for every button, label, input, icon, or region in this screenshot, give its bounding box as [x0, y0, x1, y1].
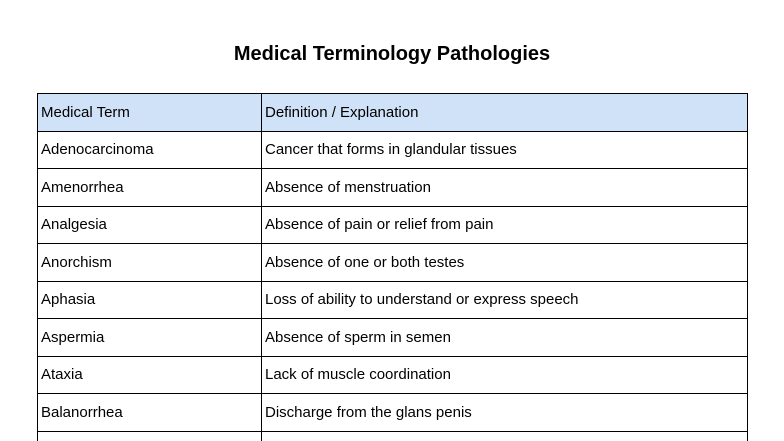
term-cell: Adenocarcinoma	[38, 131, 262, 169]
terminology-table	[37, 93, 748, 441]
term-cell: Analgesia	[38, 206, 262, 244]
table-row	[38, 319, 748, 357]
table-row	[38, 394, 748, 432]
definition-cell: Cancer that forms in glandular tissues	[262, 131, 748, 169]
definition-cell: Discharge from the glans penis	[262, 394, 748, 432]
term-cell: Aspermia	[38, 319, 262, 357]
table-row	[38, 244, 748, 282]
definition-cell: Absence of pain or relief from pain	[262, 206, 748, 244]
term-cell: Amenorrhea	[38, 169, 262, 207]
term-cell: Aphasia	[38, 281, 262, 319]
term-cell	[38, 431, 262, 441]
definition-cell: Absence of menstruation	[262, 169, 748, 207]
term-cell: Anorchism	[38, 244, 262, 282]
definition-cell	[262, 431, 748, 441]
table-row	[38, 281, 748, 319]
definition-cell: Loss of ability to understand or express speech	[262, 281, 748, 319]
column-header-term: Medical Term	[38, 94, 262, 132]
page-title: Medical Terminology Pathologies	[233, 43, 551, 65]
column-header-definition: Definition / Explanation	[262, 94, 748, 132]
term-cell: Ataxia	[38, 356, 262, 394]
table-row	[38, 169, 748, 207]
term-cell: Balanorrhea	[38, 394, 262, 432]
table-row	[38, 206, 748, 244]
definition-cell: Lack of muscle coordination	[262, 356, 748, 394]
table-row-partial	[38, 431, 748, 441]
definition-cell: Absence of sperm in semen	[262, 319, 748, 357]
table-row	[38, 356, 748, 394]
table-header-row	[38, 94, 748, 132]
definition-cell: Absence of one or both testes	[262, 244, 748, 282]
table-row	[38, 131, 748, 169]
